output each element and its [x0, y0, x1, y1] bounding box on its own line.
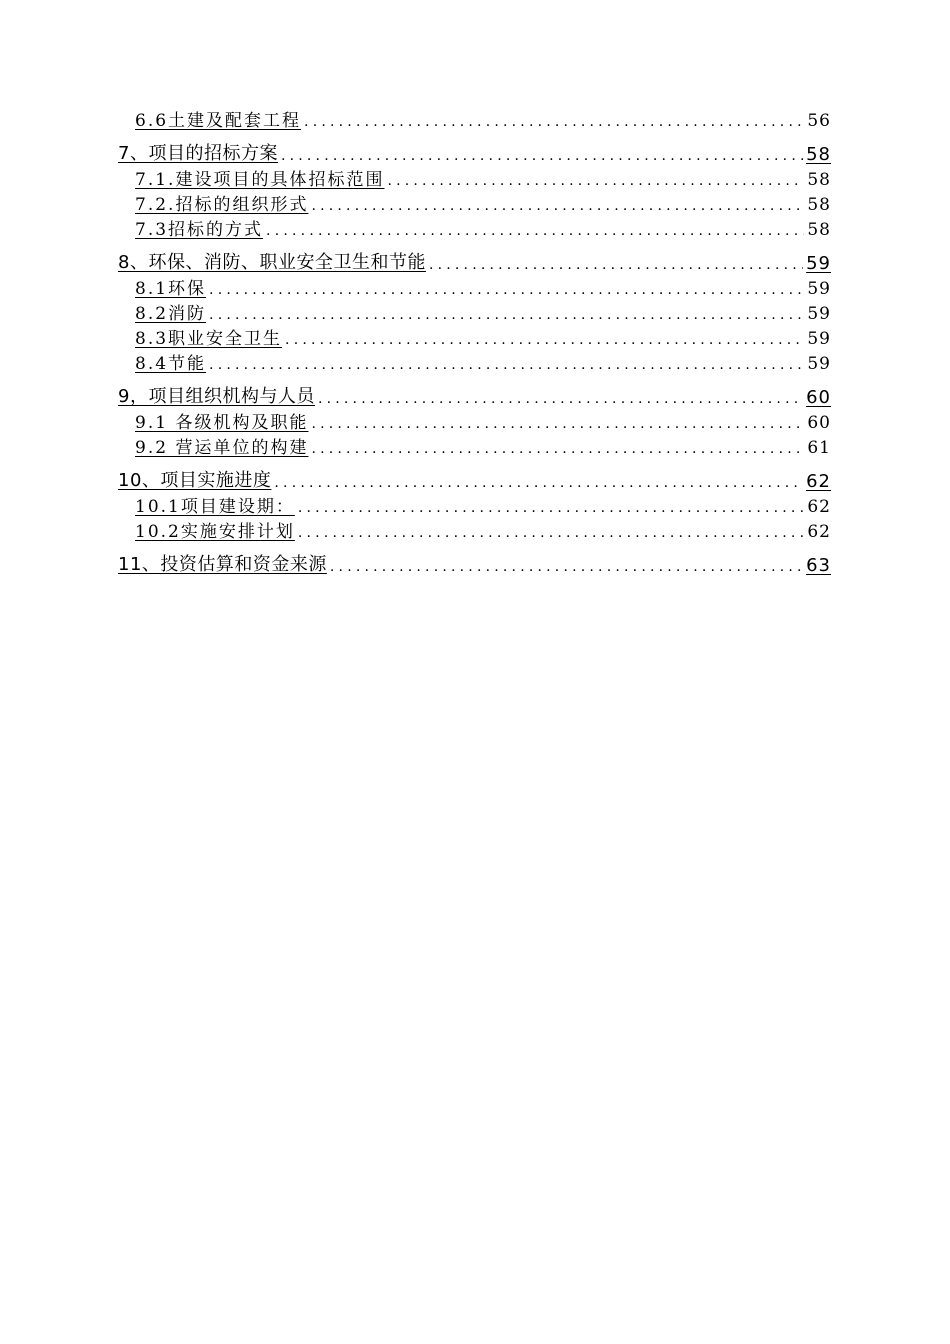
toc-entry-7[interactable]	[118, 131, 831, 165]
toc-page-number: 60	[806, 387, 831, 408]
toc-entry-6-6[interactable]	[118, 106, 831, 131]
dot-leader	[281, 149, 803, 165]
toc-entry-label[interactable]: 8.4节能	[135, 354, 207, 374]
dot-leader	[311, 442, 804, 458]
toc-page-number: 59	[806, 253, 831, 274]
toc-entry-7-2[interactable]	[118, 190, 831, 215]
toc-entry-label[interactable]: 7.1.建设项目的具体招标范围	[135, 170, 385, 190]
toc-entry-7-1[interactable]	[118, 165, 831, 190]
dot-leader	[311, 417, 804, 433]
toc-entry-9[interactable]	[118, 374, 831, 408]
toc-entry-label[interactable]: 11、投资估算和资金来源	[118, 554, 327, 575]
toc-entry-8-4[interactable]	[118, 349, 831, 374]
toc-entry-11[interactable]	[118, 542, 831, 576]
toc-page-number: 58	[807, 220, 831, 240]
toc-entry-label[interactable]: 6.6土建及配套工程	[135, 111, 302, 131]
dot-leader	[209, 308, 804, 324]
toc-entry-label[interactable]: 7.2.招标的组织形式	[135, 195, 309, 215]
toc-entry-8-2[interactable]	[118, 299, 831, 324]
toc-page-number: 62	[806, 471, 831, 492]
toc-entry-7-3[interactable]	[118, 215, 831, 240]
toc-page-number: 58	[807, 170, 831, 190]
toc-entry-label[interactable]: 10、项目实施进度	[118, 470, 272, 491]
dot-leader	[209, 283, 804, 299]
toc-entry-8[interactable]	[118, 240, 831, 274]
toc-entry-9-1[interactable]	[118, 408, 831, 433]
toc-entry-10-1[interactable]	[118, 492, 831, 517]
toc-page-number: 60	[807, 413, 831, 433]
toc-page-number: 59	[807, 329, 831, 349]
toc-page-number: 58	[807, 195, 831, 215]
dot-leader	[285, 333, 804, 349]
dot-leader	[274, 476, 803, 492]
toc-page-number: 56	[807, 111, 831, 131]
dot-leader	[304, 115, 804, 131]
toc-entry-label[interactable]: 8.1环保	[135, 279, 207, 299]
dot-leader	[298, 526, 805, 542]
dot-leader	[387, 174, 804, 190]
toc-page-number: 61	[807, 438, 831, 458]
toc-page-number: 62	[807, 522, 831, 542]
toc-entry-10-2[interactable]	[118, 517, 831, 542]
dot-leader	[298, 501, 805, 517]
toc-page-number: 59	[807, 354, 831, 374]
dot-leader	[429, 258, 803, 274]
dot-leader	[330, 560, 803, 576]
toc-entry-label[interactable]: 10.2实施安排计划	[135, 522, 295, 542]
toc-page-number: 59	[807, 304, 831, 324]
toc-entry-9-2[interactable]	[118, 433, 831, 458]
toc-entry-label[interactable]: 10.1项目建设期：	[135, 497, 295, 517]
table-of-contents	[118, 106, 831, 576]
toc-entry-8-1[interactable]	[118, 274, 831, 299]
toc-entry-label[interactable]: 9.1 各级机构及职能	[135, 413, 309, 433]
dot-leader	[318, 392, 803, 408]
toc-entry-label[interactable]: 9.2 营运单位的构建	[135, 438, 309, 458]
toc-page-number: 62	[807, 497, 831, 517]
toc-entry-10[interactable]	[118, 458, 831, 492]
toc-entry-label[interactable]: 9，项目组织机构与人员	[118, 386, 315, 407]
dot-leader	[209, 358, 804, 374]
toc-page-number: 63	[806, 555, 831, 576]
dot-leader	[311, 199, 804, 215]
toc-entry-8-3[interactable]	[118, 324, 831, 349]
dot-leader	[266, 224, 804, 240]
toc-entry-label[interactable]: 8、环保、消防、职业安全卫生和节能	[118, 252, 426, 273]
toc-page-number: 58	[806, 144, 831, 165]
toc-entry-label[interactable]: 8.3职业安全卫生	[135, 329, 283, 349]
toc-entry-label[interactable]: 8.2消防	[135, 304, 207, 324]
toc-entry-label[interactable]: 7、项目的招标方案	[118, 143, 278, 164]
toc-entry-label[interactable]: 7.3招标的方式	[135, 220, 264, 240]
toc-page-number: 59	[807, 279, 831, 299]
